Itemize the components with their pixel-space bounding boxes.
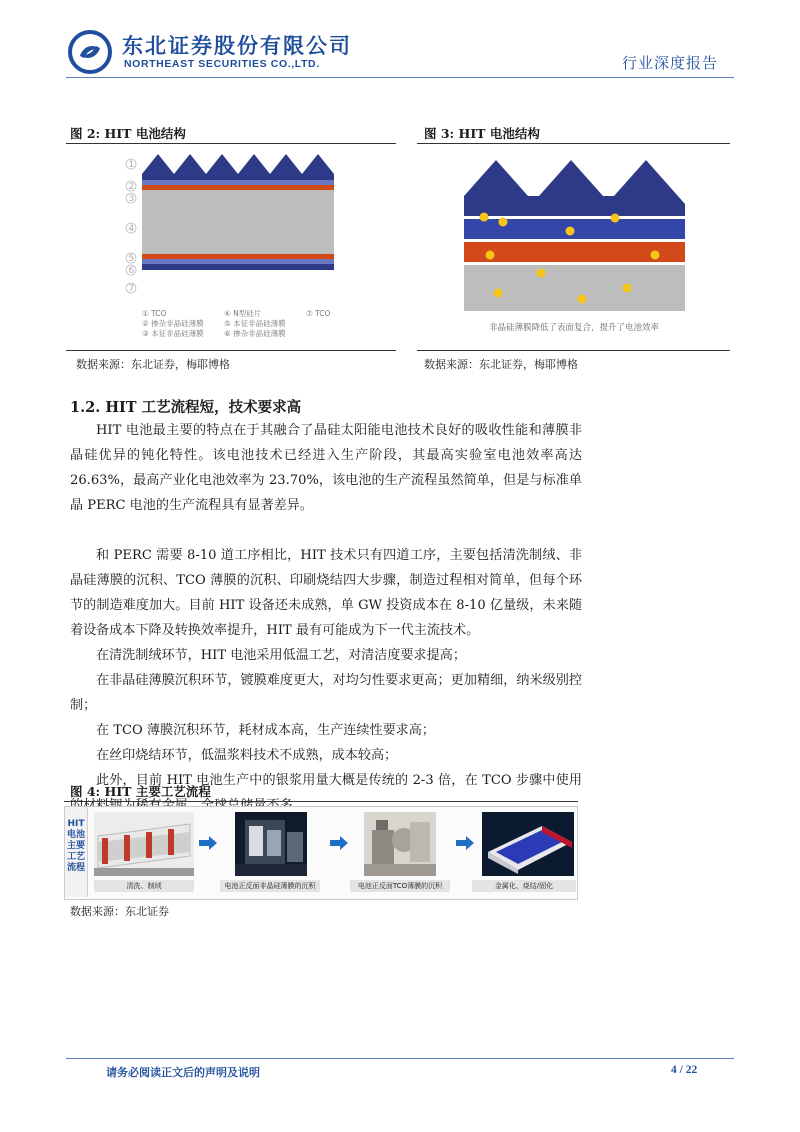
layer-number-7: 7 <box>128 284 135 294</box>
figure3-top-rule <box>417 143 730 144</box>
arrow-right-icon <box>330 836 348 850</box>
figure3-bottom-rule <box>417 350 730 351</box>
flow-step-2-label: 电池正反面非晶硅薄膜的沉积 <box>220 880 320 892</box>
figure2-top-rule <box>66 143 396 144</box>
figure4-caption: 图 4: HIT 主要工艺流程 <box>70 784 211 799</box>
figure3-caption: 图 3: HIT 电池结构 <box>424 126 540 141</box>
layer-number-6: 6 <box>128 266 135 276</box>
list-item: 在清洗制绒环节，HIT 电池采用低温工艺，对清洁度要求提高； <box>96 648 466 663</box>
company-name-cn: 东北证券股份有限公司 <box>122 34 352 58</box>
paragraph-1: HIT 电池最主要的特点在于其融合了晶硅太阳能电池技术良好的吸收性能和薄膜非晶硅优异的钝化特性。该电池技术已经进入生产阶段，其最高实验室电池效率高达 26.63%，最高产业化电池效率为 23.70%，该电池的生产流程虽然简单，但是与标准单晶 PERC 电池的生产流程具有显著差异。 <box>70 423 582 513</box>
fig2-layer-intrinsic-top <box>142 185 334 190</box>
legend-item-4: ④ N型硅片 <box>224 309 262 318</box>
fig3-texture-layer <box>464 160 685 216</box>
fig2-layer-tco-bottom <box>142 264 334 270</box>
amorphous-deposition-equipment-image <box>235 812 307 876</box>
figure2-source: 数据来源：东北证券，梅耶博格 <box>76 358 230 371</box>
figure3-source: 数据来源：东北证券，梅耶博格 <box>424 358 578 371</box>
company-name-en: NORTHEAST SECURITIES CO.,LTD. <box>124 58 320 70</box>
fig2-layer-doped-bottom <box>142 259 334 264</box>
legend-item-6: ⑥ 掺杂非晶硅薄膜 <box>224 329 286 338</box>
fig2-layer-intrinsic-bottom <box>142 254 334 259</box>
legend-item-1: ① TCO <box>142 309 167 318</box>
list-item: 在丝印烧结环节，低温浆料技术不成熟，成本较高； <box>96 748 398 763</box>
figure2-hit-cell-diagram <box>120 148 350 344</box>
layer-number-4: 4 <box>128 224 135 234</box>
figure4-top-rule <box>64 801 578 802</box>
fig2-layer-n-wafer <box>142 190 334 254</box>
footer-disclaimer: 请务必阅读正文后的声明及说明 <box>106 1066 260 1079</box>
fig2-texture-layer <box>142 154 334 174</box>
arrow-right-icon <box>456 836 474 850</box>
arrow-right-icon <box>199 836 217 850</box>
figure2-bottom-rule <box>66 350 396 351</box>
fig3-layer-blue <box>464 219 685 239</box>
flow-step-1-label: 清洗、制绒 <box>94 880 194 892</box>
fig3-layer-gray <box>464 265 685 311</box>
legend-item-5: ⑤ 本征非晶硅薄膜 <box>224 319 286 328</box>
metallization-equipment-image <box>482 812 574 876</box>
figure3-hit-cell-diagram <box>417 148 730 346</box>
paragraph-2: 和 PERC 需要 8-10 道工序相比，HIT 技术只有四道工序，主要包括清洗制绒、非晶硅薄膜的沉积、TCO 薄膜的沉积、印刷烧结四大步骤，制造过程相对简单，但每个环节的制造难度加大。目前 HIT 设备还未成熟，单 GW 投资成本在 8-10 亿量级，未来随着设备成本下降及转换效率提升，HIT 最有可能成为下一代主流技术。 <box>70 548 582 638</box>
section-heading: 1.2. HIT 工艺流程短，技术要求高 <box>70 399 302 416</box>
section-body <box>70 418 582 818</box>
legend-item-7: ⑦ TCO <box>306 309 331 318</box>
report-type: 行业深度报告 <box>622 54 719 72</box>
header-divider <box>66 77 734 78</box>
tco-deposition-equipment-image <box>364 812 436 876</box>
flow-step-4-label: 金属化、烧结/固化 <box>472 880 576 892</box>
legend-item-2: ② 掺杂非晶硅薄膜 <box>142 319 204 328</box>
figure3-note: 非晶硅薄膜降低了表面复合，提升了电池效率 <box>488 323 660 333</box>
figure4-source: 数据来源：东北证券 <box>70 905 169 918</box>
layer-number-1: 1 <box>128 160 135 170</box>
layer-number-2: 2 <box>128 182 135 192</box>
figure2-caption: 图 2: HIT 电池结构 <box>70 126 186 141</box>
flow-side-label: HIT 电池 主要 工艺 流程 <box>65 807 88 897</box>
cleaning-equipment-image <box>94 812 194 876</box>
layer-number-5: 5 <box>128 254 135 264</box>
flow-step-3-label: 电池正反面TCO薄膜的沉积 <box>350 880 450 892</box>
company-logo-icon <box>68 30 112 74</box>
fig2-layer-tco-top <box>142 174 334 180</box>
list-item: 在非晶硅薄膜沉积环节，镀膜难度更大，对均匀性要求更高；更加精细，纳米级别控制； <box>70 673 582 713</box>
footer-divider <box>66 1058 734 1059</box>
layer-number-3: 3 <box>128 194 135 204</box>
legend-item-3: ③ 本征非晶硅薄膜 <box>142 329 204 338</box>
page-number: 4 / 22 <box>671 1064 698 1076</box>
list-item: 此外，目前 HIT 电池生产中的银浆用量大概是传统的 2-3 倍，在 TCO 步骤中使用 <box>96 773 582 788</box>
list-item: 在 TCO 薄膜沉积环节，耗材成本高，生产连续性要求高； <box>96 723 435 738</box>
fig2-layer-doped-top <box>142 180 334 185</box>
